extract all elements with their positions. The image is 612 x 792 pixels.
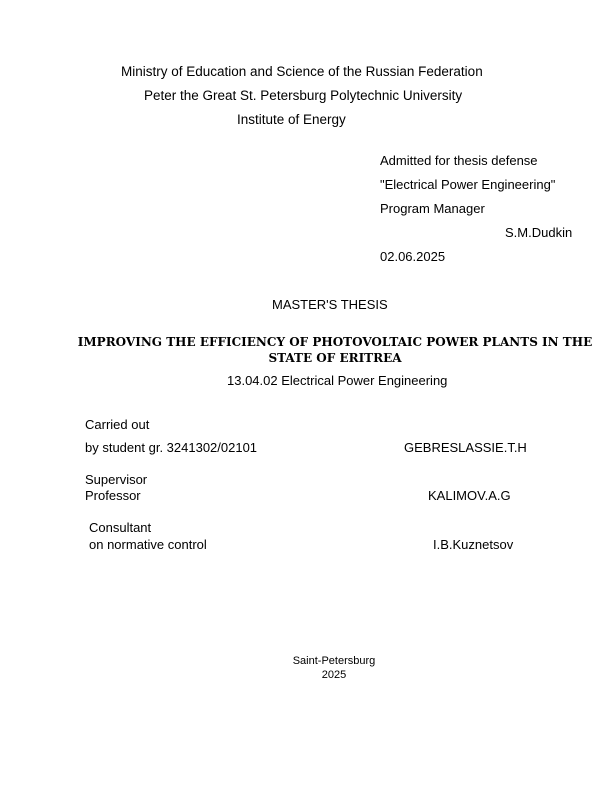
supervisor-name: KALIMOV.A.G [428, 488, 511, 503]
admitted-line: Admitted for thesis defense [380, 153, 538, 168]
admission-date: 02.06.2025 [380, 249, 446, 264]
thesis-title-line2: STATE OF ERITREA [268, 351, 402, 365]
supervisor-title: Professor [85, 488, 141, 503]
thesis-type: MASTER'S THESIS [272, 297, 388, 312]
consultant-name: I.B.Kuznetsov [433, 537, 514, 552]
supervisor-label: Supervisor [85, 472, 148, 487]
program-name: "Electrical Power Engineering" [380, 177, 556, 192]
ministry-line: Ministry of Education and Science of the Russian Federation [121, 64, 483, 79]
institute-line: Institute of Energy [237, 112, 346, 127]
consultant-role: on normative control [89, 537, 207, 552]
footer-year: 2025 [321, 669, 347, 681]
consultant-label: Consultant [89, 520, 152, 535]
carried-out-label: Carried out [85, 417, 150, 432]
university-line: Peter the Great St. Petersburg Polytechnic University [144, 88, 463, 103]
student-name: GEBRESLASSIE.T.H [404, 440, 527, 455]
student-label: by student gr. 3241302/02101 [85, 440, 258, 455]
program-manager-name: S.M.Dudkin [505, 225, 573, 240]
specialty-line: 13.04.02 Electrical Power Engineering [227, 373, 448, 388]
footer-city: Saint-Petersburg [292, 655, 376, 667]
thesis-title-line1: IMPROVING THE EFFICIENCY OF PHOTOVOLTAIC POWER PLANTS IN THE [77, 335, 593, 349]
program-manager-label: Program Manager [380, 201, 485, 216]
